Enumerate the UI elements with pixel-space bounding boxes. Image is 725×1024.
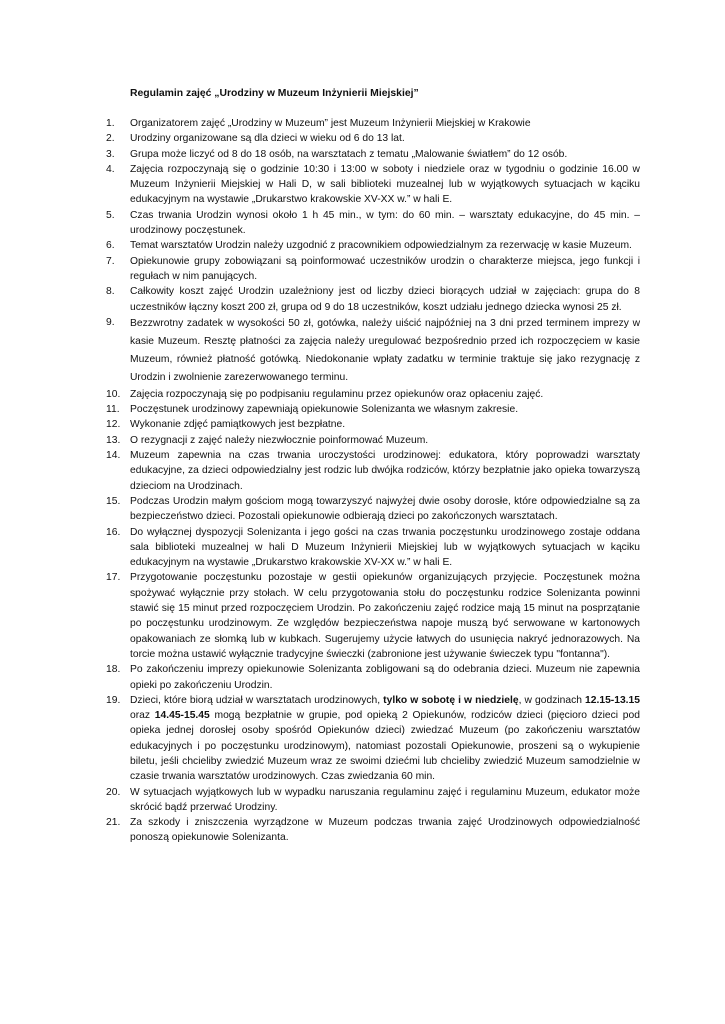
rule-number: 12. — [106, 419, 121, 431]
rule-item — [106, 131, 640, 146]
rule-text: Całkowity koszt zajęć Urodzin uzależniony jest od liczby dzieci biorących udział w zajęciach: grupa do 8 uczestników łączny koszt 200 zł, grupa od 9 do 18 uczestników, koszt udziału jednego dziecka wynosi 25 zł. — [130, 286, 640, 313]
rule-number: 11. — [106, 404, 120, 416]
rule-number: 3. — [106, 148, 115, 160]
rule-item — [106, 494, 640, 525]
rule-number: 8. — [106, 286, 115, 298]
rules-list — [106, 116, 640, 846]
rule-text: Temat warsztatów Urodzin należy uzgodnić z pracownikiem odpowiedzialnym za rezerwację w kasie Muzeum. — [130, 240, 632, 252]
rule-number: 9. — [106, 316, 115, 328]
rule-item — [106, 570, 640, 662]
rule-number: 7. — [106, 255, 115, 267]
rule-item — [106, 387, 640, 402]
rule-text: Opiekunowie grupy zobowiązani są poinformować uczestników urodzin o charakterze miejsca, jego funkcji i regułach w nim panujących. — [130, 255, 640, 282]
rule-number: 10. — [106, 388, 121, 400]
rule-number: 19. — [106, 694, 121, 706]
rule-number: 5. — [106, 209, 115, 221]
rule-item — [106, 417, 640, 432]
rule-item — [106, 162, 640, 208]
time-slot-2: 14.45-15.45 — [154, 710, 210, 722]
rule-text: Zajęcia rozpoczynają się o godzinie 10:30 i 13:00 w soboty i niedziele oraz w tygodniu o godzinie 16.00 w Muzeum Inżynierii Miejskiej w Hali D, w sali biblioteki muzealnej lub w wyjątkowych sytuacjach w kąciku edukacyjnym na wystawie „Drukarstwo krakowskie XV-XX w.” w hali E. — [130, 163, 640, 206]
rule-text-part: , w godzinach — [518, 694, 586, 706]
rule-number: 16. — [106, 526, 121, 538]
rule-text: Do wyłącznej dyspozycji Solenizanta i jego gości na czas trwania poczęstunku urodzinowego zostaje oddana sala biblioteki muzealnej w hali D Muzeum Inżynierii Miejskiej lub w wyjątkowych sytuacjach w kąciku edukacyjnym na wystawie „Drukarstwo krakowskie XV-XX w.” w hali E. — [130, 526, 640, 569]
rule-text: Po zakończeniu imprezy opiekunowie Solenizanta zobligowani są do odebrania dzieci. Muzeum nie zapewnia opieki po zakończeniu Urodzin. — [130, 664, 640, 691]
rule-item — [106, 693, 640, 785]
rule-item — [106, 815, 640, 846]
rule-text: Wykonanie zdjęć pamiątkowych jest bezpłatne. — [130, 419, 346, 431]
rule-text: Czas trwania Urodzin wynosi około 1 h 45 min., w tym: do 60 min. – warsztaty edukacyjne, do 45 min. – urodzinowy poczęstunek. — [130, 209, 640, 237]
rule-number: 2. — [106, 133, 115, 145]
rule-number: 6. — [106, 240, 115, 252]
rule-text: Przygotowanie poczęstunku pozostaje w gestii opiekunów organizujących przyjęcie. Poczęstunek można spożywać wyłącznie przy stołach. W celu przygotowania stołu do poczęstunku rodzice Solenizanta powinni stawić się 15 minut przed rozpoczęciem Urodzin. Po zakończeniu zajęć rodzice mają 15 minut na posprzątanie po poczęstunku urodzinowym. Ze względów bezpieczeństwa napoje muszą być serwowane w kartonowych opakowaniach ze słomką lub w kubkach. Sugerujemy użycie łatwych do usunięcia nakryć jednorazowych. Na torcie można ustawić wyłącznie tradycyjne świeczki (zabronione jest używanie świeczek typu "fontanna"). — [130, 572, 640, 660]
rule-text: Organizatorem zajęć „Urodziny w Muzeum” jest Muzeum Inżynierii Miejskiej w Krakowie — [130, 118, 531, 129]
rule-number: 1. — [106, 118, 115, 129]
rule-number: 20. — [106, 786, 121, 798]
rule-text: Zajęcia rozpoczynają się po podpisaniu regulaminu przez opiekunów oraz opłaceniu zajęć. — [130, 388, 544, 400]
rule-text — [130, 693, 640, 785]
rule-item — [106, 315, 640, 387]
rule-item — [106, 662, 640, 693]
rule-text: Poczęstunek urodzinowy zapewniają opiekunowie Solenizanta we własnym zakresie. — [130, 404, 519, 416]
rule-item — [106, 525, 640, 571]
document-title: Regulamin zajęć „Urodziny w Muzeum Inżynierii Miejskiej” — [130, 88, 419, 99]
rule-text-part: Dzieci, które biorą udział w warsztatach urodzinowych, — [130, 694, 384, 706]
weekend-days-highlight: tylko w sobotę i w niedzielę — [383, 694, 519, 706]
rule-item — [106, 208, 640, 239]
rule-item — [106, 785, 640, 816]
rule-number: 18. — [106, 664, 121, 676]
rule-number: 21. — [106, 817, 121, 829]
rule-number: 14. — [106, 450, 121, 462]
rule-item — [106, 116, 640, 131]
rule-item — [106, 402, 640, 417]
rule-text: Urodziny organizowane są dla dzieci w wieku od 6 do 13 lat. — [130, 133, 405, 145]
rule-number: 4. — [106, 163, 115, 175]
rule-item — [106, 284, 640, 315]
rule-item — [106, 238, 640, 253]
rule-text-part: mogą bezpłatnie w grupie, pod opieką 2 Opiekunów, rodziców dzieci (pięcioro dzieci pod opieka jednej dorosłej osoby spośród Opiekunów dzieci) zwiedzać Muzeum (po zakończeniu warsztatów edukacyjnych i po poczęstunku urodzinowym), natomiast pozostali Opiekunowie, proszeni są o wykupienie biletu, jeśli chcieliby zwiedzić Muzeum wraz ze swoimi dziećmi lub chcieliby zwiedzić Muzeum samodzielnie w czasie trwania warsztatów urodzinowych. Czas zwiedzania 60 min. — [130, 710, 640, 783]
rule-text: Grupa może liczyć od 8 do 18 osób, na warsztatach z tematu „Malowanie światłem” do 12 osób. — [130, 148, 568, 160]
rule-number: 17. — [106, 572, 121, 584]
rule-item — [106, 448, 640, 494]
rule-text: Muzeum zapewnia na czas trwania uroczystości urodzinowej: edukatora, który poprowadzi warsztaty edukacyjne, za dzieci odpowiedzialny jest rodzic lub dwójka rodziców, którzy bezpłatnie jako opieka towarzyszą dzieciom na Urodzinach. — [130, 450, 640, 492]
rule-text: Podczas Urodzin małym gościom mogą towarzyszyć najwyżej dwie osoby dorosłe, które odpowiedzialne są za bezpieczeństwo dzieci. Pozostali opiekunowie odbierają dzieci po zakończonych warsztatach. — [130, 495, 640, 523]
rule-text: O rezygnacji z zajęć należy niezwłocznie poinformować Muzeum. — [130, 434, 429, 446]
rule-text: Bezzwrotny zadatek w wysokości 50 zł, gotówka, należy uiścić najpóźniej na 3 dni przed terminem imprezy w kasie Muzeum. Resztę płatności za zajęcia należy uregulować bezpośrednio przed ich rozpoczęciem w kasie Muzeum, również płatność gotówką. Niedokonanie wpłaty zadatku w terminie traktuje się jako rezygnację z Urodzin i zwolnienie zarezerwowanego terminu. — [130, 317, 640, 383]
rule-text: W sytuacjach wyjątkowych lub w wypadku naruszania regulaminu zajęć i regulaminu Muzeum, edukator może skrócić bądź przerwać Urodziny. — [130, 786, 640, 813]
rule-item — [106, 147, 640, 162]
rule-number: 13. — [106, 434, 121, 446]
time-slot-1: 12.15-13.15 — [585, 694, 640, 706]
rule-number: 15. — [106, 495, 121, 507]
rule-item — [106, 433, 640, 448]
rule-text-part: oraz — [130, 710, 155, 722]
rule-item — [106, 254, 640, 285]
rule-text: Za szkody i zniszczenia wyrządzone w Muzeum podczas trwania zajęć Urodzinowych odpowiedzialność ponoszą opiekunowie Solenizanta. — [130, 817, 640, 844]
